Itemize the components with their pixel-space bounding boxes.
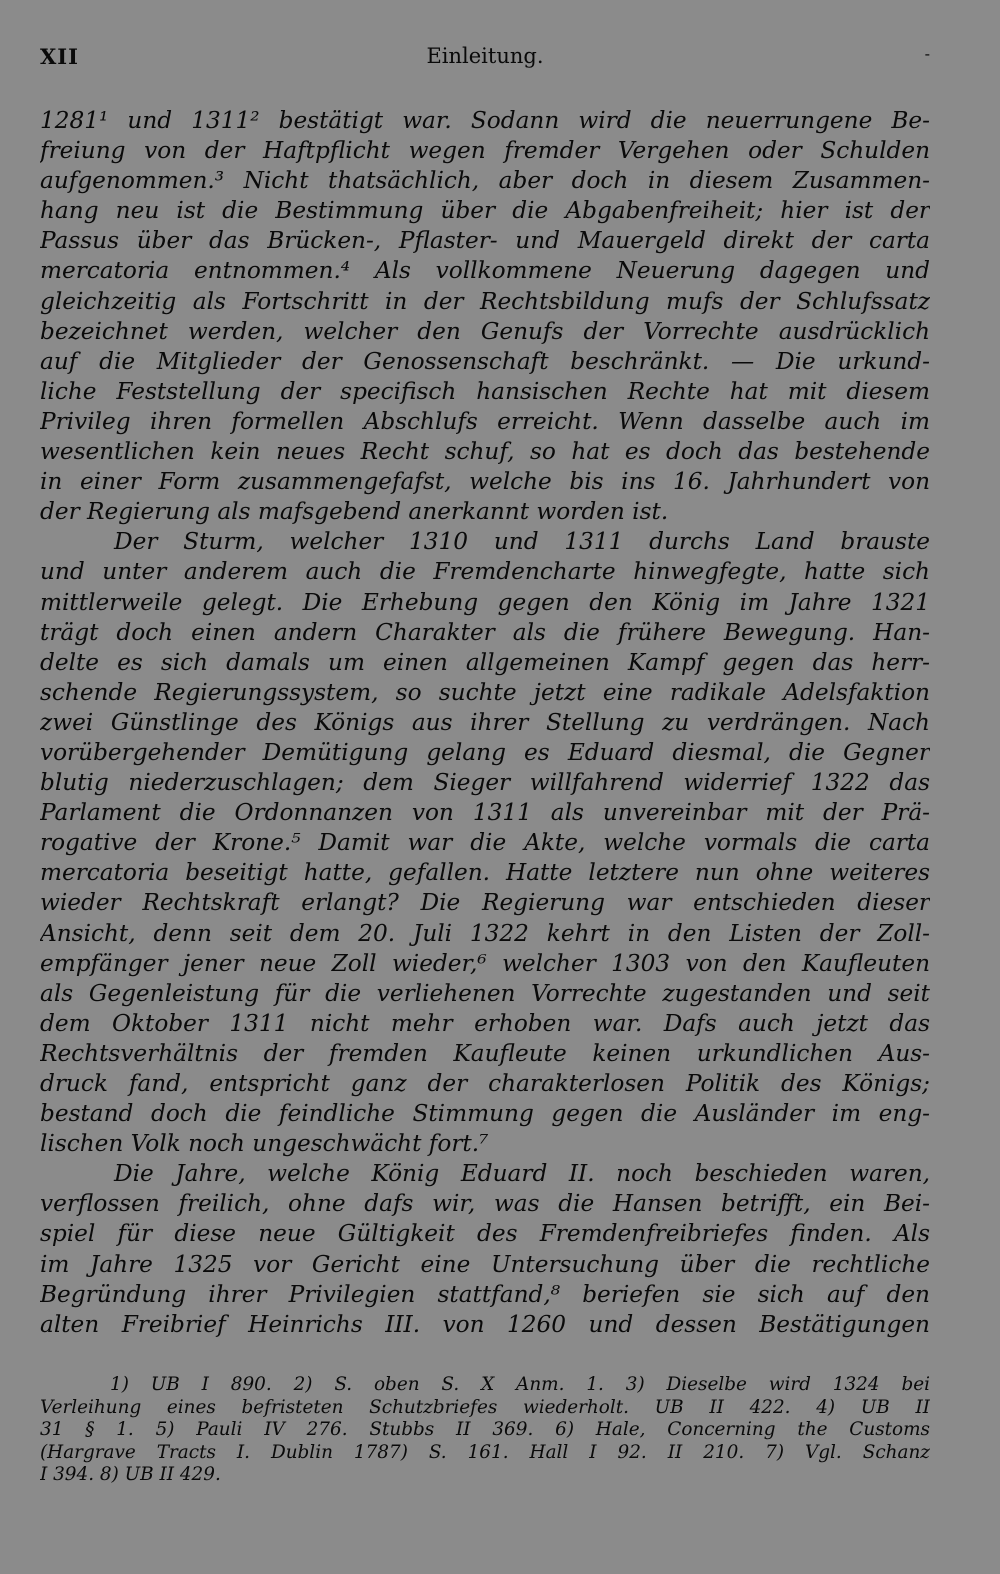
text-line: bestand doch die feindliche Stimmung gegen die Ausländer im eng-	[40, 1100, 930, 1128]
text-line: freiung von der Haftpflicht wegen fremder Vergehen oder Schulden	[40, 137, 930, 165]
text-line: Parlament die Ordonnanzen von 1311 als unvereinbar mit der Prä-	[40, 799, 930, 827]
header-mark: -	[924, 44, 930, 63]
footnotes	[40, 1374, 930, 1487]
text-line: blutig niederzuschlagen; dem Sieger willfahrend widerrief 1322 das	[40, 769, 930, 797]
footnote-line: 1) UB I 890. 2) S. oben S. X Anm. 1. 3) Dieselbe wird 1324 bei	[110, 1374, 930, 1395]
text-line: gleichzeitig als Fortschritt in der Rechtsbildung mufs der Schlufssatz	[40, 287, 930, 315]
text-line: und unter anderem auch die Fremdencharte hinwegfegte, hatte sich	[40, 558, 930, 586]
text-line: Begründung ihrer Privilegien stattfand,⁸ beriefen sie sich auf den	[40, 1280, 930, 1308]
text-line: 1281¹ und 1311² bestätigt war. Sodann wird die neuerrungene Be-	[40, 107, 930, 134]
text-line: aufgenommen.³ Nicht thatsächlich, aber doch in diesem Zusammen-	[40, 167, 930, 195]
footnote-line: I 394. 8) UB II 429.	[40, 1464, 221, 1486]
text-line: druck fand, entspricht ganz der charakterlosen Politik des Königs;	[40, 1070, 930, 1097]
text-line: mercatoria beseitigt hatte, gefallen. Hatte letztere nun ohne weiteres	[40, 859, 930, 887]
text-line: Privileg ihren formellen Abschlufs erreicht. Wenn dasselbe auch im	[40, 407, 930, 435]
text-line: Der Sturm, welcher 1310 und 1311 durchs Land brauste	[114, 528, 930, 556]
footnote-line: 31 § 1. 5) Pauli IV 276. Stubbs II 369. 6) Hale, Concerning the Customs	[40, 1419, 930, 1441]
text-line: wieder Rechtskraft erlangt? Die Regierung war entschieden dieser	[40, 889, 930, 917]
text-line: wesentlichen kein neues Recht schuf, so hat es doch das bestehende	[40, 438, 930, 466]
text-line: Passus über das Brücken-, Pflaster- und Mauergeld direkt der carta	[40, 227, 930, 255]
text-line: Ansicht, denn seit dem 20. Juli 1322 kehrt in den Listen der Zoll-	[40, 919, 930, 947]
text-line: bezeichnet werden, welcher den Genufs der Vorrechte ausdrücklich	[40, 317, 930, 345]
text-line: trägt doch einen andern Charakter als die frühere Bewegung. Han-	[40, 618, 930, 646]
page-number: XII	[40, 44, 79, 69]
text-line: zwei Günstlinge des Königs aus ihrer Stellung zu verdrängen. Nach	[40, 708, 930, 736]
text-line: mercatoria entnommen.⁴ Als vollkommene Neuerung dagegen und	[40, 257, 930, 285]
text-line: der Regierung als mafsgebend anerkannt worden ist.	[40, 498, 669, 526]
text-line: schende Regierungssystem, so suchte jetzt eine radikale Adelsfaktion	[40, 678, 930, 706]
text-line: Die Jahre, welche König Eduard II. noch beschieden waren,	[114, 1160, 930, 1188]
text-line: rogative der Krone.⁵ Damit war die Akte, welche vormals die carta	[40, 829, 930, 857]
footnote-line: Verleihung eines befristeten Schutzbriefes wiederholt. UB II 422. 4) UB II	[40, 1396, 930, 1418]
footnote-line: (Hargrave Tracts I. Dublin 1787) S. 161. Hall I 92. II 210. 7) Vgl. Schanz	[40, 1441, 930, 1463]
page-header	[40, 44, 930, 74]
text-line: als Gegenleistung für die verliehenen Vorrechte zugestanden und seit	[40, 979, 930, 1007]
text-line: vorübergehender Demütigung gelang es Eduard diesmal, die Gegner	[40, 738, 930, 766]
text-line: im Jahre 1325 vor Gericht eine Untersuchung über die rechtliche	[40, 1250, 930, 1278]
text-line: liche Feststellung der specifisch hansischen Rechte hat mit diesem	[40, 377, 930, 405]
text-line: in einer Form zusammengefafst, welche bis ins 16. Jahrhundert von	[40, 468, 930, 496]
text-line: dem Oktober 1311 nicht mehr erhoben war. Dafs auch jetzt das	[40, 1009, 930, 1037]
text-line: hang neu ist die Bestimmung über die Abgabenfreiheit; hier ist der	[40, 197, 930, 225]
main-text	[40, 106, 930, 1340]
text-line: delte es sich damals um einen allgemeinen Kampf gegen das herr-	[40, 648, 930, 676]
running-title: Einleitung.	[426, 44, 544, 68]
text-line: alten Freibrief Heinrichs III. von 1260 und dessen Bestätigungen	[40, 1310, 930, 1338]
text-line: mittlerweile gelegt. Die Erhebung gegen den König im Jahre 1321	[40, 588, 930, 616]
text-line: auf die Mitglieder der Genossenschaft beschränkt. — Die urkund-	[40, 347, 930, 375]
text-line: empfänger jener neue Zoll wieder,⁶ welcher 1303 von den Kaufleuten	[40, 949, 930, 977]
text-line: lischen Volk noch ungeschwächt fort.⁷	[40, 1130, 489, 1158]
text-line: spiel für diese neue Gültigkeit des Fremdenfreibriefes finden. Als	[40, 1220, 930, 1248]
text-line: verflossen freilich, ohne dafs wir, was die Hansen betrifft, ein Bei-	[40, 1190, 930, 1218]
text-line: Rechtsverhältnis der fremden Kaufleute keinen urkundlichen Aus-	[40, 1039, 930, 1067]
